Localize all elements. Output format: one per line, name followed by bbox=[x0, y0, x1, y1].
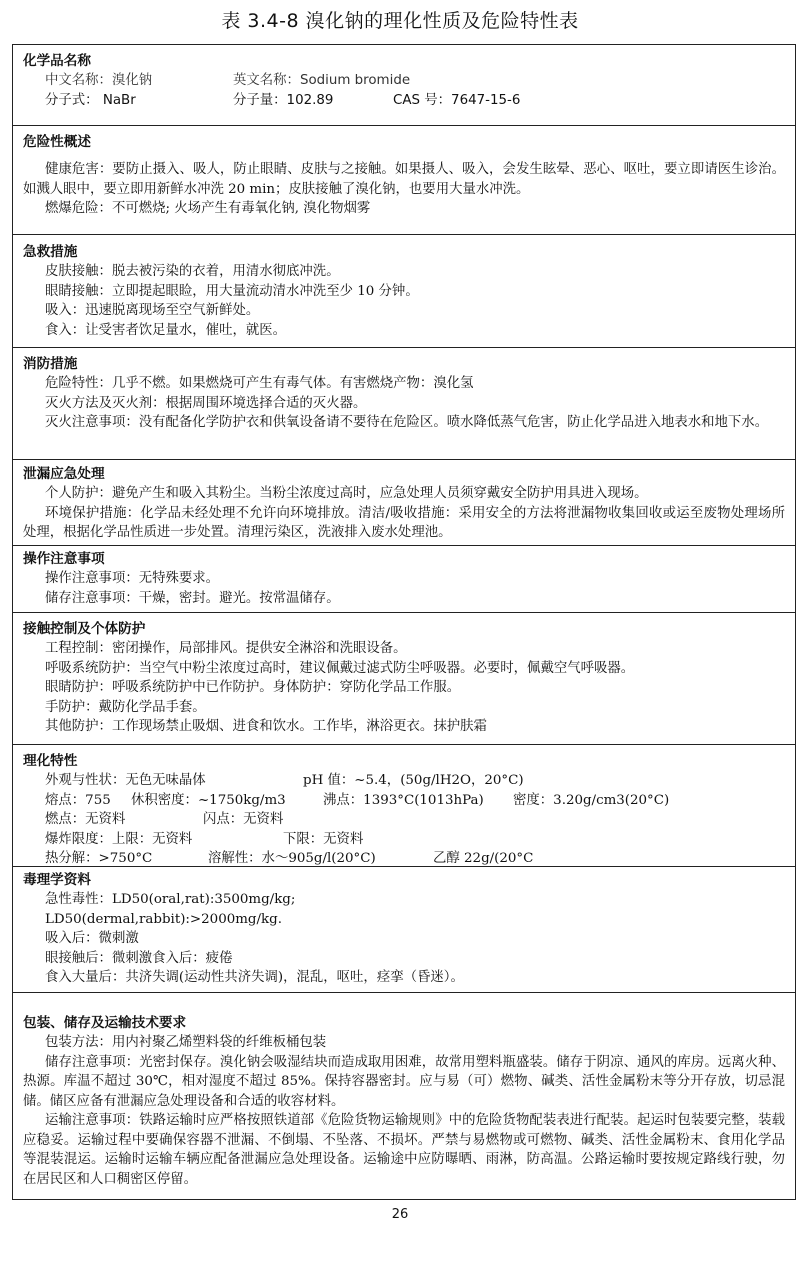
section-hazard-overview bbox=[13, 126, 795, 235]
handling-item: 操作注意事项：无特殊要求。 bbox=[45, 571, 220, 586]
boiling-point: 沸点：1393°C(1013hPa) bbox=[323, 792, 484, 808]
transport-notes: 运输注意事项：铁路运输时应严格按照铁道部《危险货物运输规则》中的危险货物配装表进行配装。起运时包装要完整，装载应稳妥。运输过程中要确保容器不泄漏、不倒塌、不坠落、不损坏。严禁与易燃物或可燃物、碱类、活性金属粉末、食用化学品等混装混运。运输时运输车辆应配备泄漏应急处理设备。运输途中应防曝晒、雨淋，防高温。公路运输时要按规定路线行驶，勿在居民区和人口稠密区停留。 bbox=[23, 1113, 785, 1187]
section-first-aid bbox=[13, 235, 795, 348]
personal-protection: 个人防护：避免产生和吸入其粉尘。当粉尘浓度过高时，应急处理人员须穿戴安全防护用具进入现场。 bbox=[45, 486, 648, 501]
explosion-lower: 下限：无资料 bbox=[283, 831, 364, 847]
exposure-item: 其他防护：工作现场禁止吸烟、进食和饮水。工作毕，淋浴更衣。抹护肤霜 bbox=[45, 719, 487, 734]
section-heading: 化学品名称 bbox=[23, 53, 91, 69]
thermal-decomposition: 热分解：>750°C bbox=[45, 851, 153, 866]
firefighting-item: 危险特性：几乎不燃。如果燃烧可产生有毒气体。有害燃烧产物：溴化氢 bbox=[45, 376, 474, 391]
firefighting-item: 灭火方法及灭火剂：根据周围环境选择合适的灭火器。 bbox=[45, 395, 367, 411]
ignition-point: 燃点：无资料 bbox=[45, 812, 126, 827]
page-title: 表 3.4-8 溴化钠的理化性质及危险特性表 bbox=[221, 10, 579, 32]
packaging-method: 包装方法：用内衬聚乙烯塑料袋的纤维板桶包装 bbox=[45, 1035, 327, 1050]
storage-notes: 储存注意事项：光密封保存。溴化钠会吸湿结块而造成取用困难，故常用塑料瓶盛装。储存于阴凉、通风的库房。远离火种、热源。库温不超过 30℃，相对湿度不超过 85%。保持容器密封。应与易（可）燃物、碱类、活性金属粉末等分开存放，切忌混储。储区应备有泄漏应急处理设备和合适的收容材料。 bbox=[23, 1054, 785, 1109]
section-exposure-control bbox=[13, 613, 795, 745]
section-physical-chemical bbox=[13, 745, 795, 867]
section-handling bbox=[13, 546, 795, 613]
molecular-formula: 分子式： NaBr bbox=[45, 92, 136, 108]
firefighting-note: 灭火注意事项：没有配备化学防护衣和供氧设备请不要待在危险区。喷水降低蒸气危害，防止化学品进入地表水和地下水。 bbox=[45, 415, 769, 430]
section-heading: 理化特性 bbox=[23, 753, 78, 769]
physchem-row bbox=[23, 771, 785, 791]
physchem-row bbox=[23, 791, 785, 811]
section-heading: 操作注意事项 bbox=[23, 551, 105, 567]
toxicology-item: 食入大量后：共济失调(运动性共济失调)，混乱，呕吐，痉挛（昏迷）。 bbox=[45, 970, 464, 985]
handling-item: 储存注意事项：干燥，密封。避光。按常温储存。 bbox=[45, 590, 340, 606]
appearance: 外观与性状：无色无味晶体 bbox=[45, 773, 206, 788]
section-packaging-storage-transport bbox=[13, 993, 795, 1199]
first-aid-item: 食入：让受害者饮足量水，催吐，就医。 bbox=[45, 322, 287, 338]
section-heading: 毒理学资料 bbox=[23, 872, 91, 888]
molecular-weight: 分子量：102.89 bbox=[233, 92, 334, 108]
health-hazard: 健康危害：要防止摄入、吸人，防止眼睛、皮肤与之接触。如果摄人、吸入，会发生眩晕、恶心、呕吐，要立即请医生诊治。如溅人眼中，要立即用新鲜水冲洗 20 min；皮肤接触了溴化钠，也要用大量水冲洗。 bbox=[23, 162, 785, 197]
section-heading: 泄漏应急处理 bbox=[23, 466, 105, 482]
formula-row bbox=[23, 91, 785, 111]
first-aid-item: 吸入：迅速脱离现场至空气新鲜处。 bbox=[45, 303, 260, 318]
physchem-row bbox=[23, 849, 785, 869]
section-firefighting bbox=[13, 348, 795, 460]
melting-point: 熔点：755 bbox=[45, 792, 111, 808]
name-row bbox=[23, 71, 785, 91]
section-heading: 急救措施 bbox=[23, 244, 78, 260]
water-solubility: 溶解性：水～905g/l(20°C) bbox=[208, 851, 376, 866]
fire-hazard: 燃爆危险：不可燃烧; 火场产生有毒氧化钠, 溴化物烟雾 bbox=[45, 201, 371, 216]
first-aid-item: 眼睛接触：立即提起眼睑，用大量流动清水冲洗至少 10 分钟。 bbox=[45, 283, 419, 299]
english-name: 英文名称：Sodium bromide bbox=[233, 73, 411, 88]
toxicology-item: LD50(dermal,rabbit):>2000mg/kg. bbox=[45, 911, 282, 927]
physchem-row bbox=[23, 830, 785, 850]
section-heading: 包装、储存及运输技术要求 bbox=[23, 1015, 187, 1031]
first-aid-item: 皮肤接触：脱去被污染的衣着，用清水彻底冲洗。 bbox=[45, 264, 340, 279]
flash-point: 闪点：无资料 bbox=[203, 812, 284, 827]
exposure-item: 工程控制：密闭操作，局部排风。提供安全淋浴和洗眼设备。 bbox=[45, 641, 407, 656]
exposure-item: 眼睛防护：呼吸系统防护中已作防护。身体防护：穿防化学品工作服。 bbox=[45, 680, 461, 695]
section-heading: 接触控制及个体防护 bbox=[23, 621, 146, 637]
exposure-item: 呼吸系统防护：当空气中粉尘浓度过高时，建议佩戴过滤式防尘呼吸器。必要时，佩戴空气呼吸器。 bbox=[45, 660, 635, 676]
toxicology-item: 眼接触后：微刺激食入后：疲倦 bbox=[45, 950, 233, 966]
page-number: 26 bbox=[391, 1207, 409, 1222]
toxicology-item: 急性毒性：LD50(oral,rat):3500mg/kg; bbox=[45, 892, 296, 907]
section-heading: 消防措施 bbox=[23, 356, 78, 372]
chinese-name: 中文名称：溴化钠 bbox=[45, 73, 153, 88]
exposure-item: 手防护：戴防化学品手套。 bbox=[45, 699, 206, 715]
ph-value: pH 值：~5.4，(50g/lH2O，20°C) bbox=[303, 773, 524, 788]
environment-protection: 环境保护措施：化学品未经处理不允许向环境排放。清洁/吸收措施：采用安全的方法将泄漏物收集回收或运至废物处理场所处理，根据化学品性质进一步处置。清理污染区，洗液排入废水处理池。 bbox=[23, 505, 785, 540]
section-chemical-name bbox=[13, 45, 795, 126]
section-spill-response bbox=[13, 460, 795, 546]
section-toxicology bbox=[13, 867, 795, 993]
density: 密度：3.20g/cm3(20°C) bbox=[513, 792, 670, 808]
ethanol-solubility: 乙醇 22g/(20°C bbox=[433, 851, 534, 866]
bulk-density: 休积密度：~1750kg/m3 bbox=[131, 792, 286, 808]
section-heading: 危险性概述 bbox=[23, 134, 91, 150]
explosion-upper: 爆炸限度：上限：无资料 bbox=[45, 831, 193, 847]
toxicology-item: 吸入后：微刺激 bbox=[45, 931, 139, 946]
property-table bbox=[12, 44, 796, 1200]
cas-number: CAS 号：7647-15-6 bbox=[393, 92, 521, 108]
physchem-row bbox=[23, 810, 785, 830]
